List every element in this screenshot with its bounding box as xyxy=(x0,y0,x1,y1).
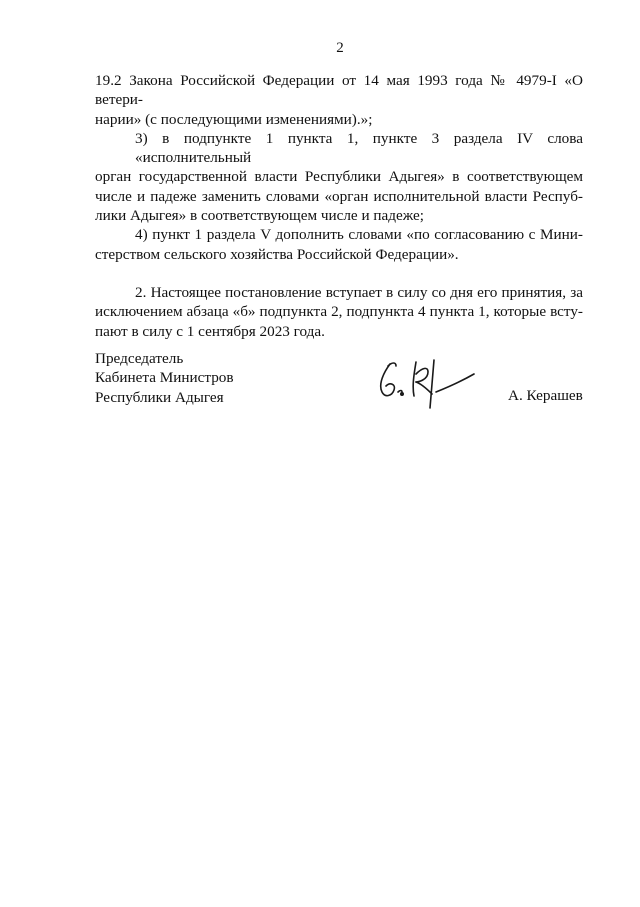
paragraph-effective-date xyxy=(95,283,583,341)
text-line: пают в силу с 1 сентября 2023 года. xyxy=(95,322,325,340)
signatory-title-line: Кабинета Министров xyxy=(95,369,234,387)
signatory-title-line: Республики Адыгея xyxy=(95,388,224,406)
text-line: числе и падеже заменить словами «орган исполнительной власти Респуб- xyxy=(95,187,583,205)
text-line: орган государственной власти Республики Адыгея» в соответствующем xyxy=(95,168,583,186)
text-line: 4) пункт 1 раздела V дополнить словами «по согласованию с Мини- xyxy=(135,226,583,244)
text-line: стерством сельского хозяйства Российской Федерации». xyxy=(95,245,459,263)
text-line: 2. Настоящее постановление вступает в силу со дня его принятия, за xyxy=(135,283,583,301)
document-body xyxy=(95,71,583,341)
paragraph-amendment-continuation xyxy=(95,71,583,129)
signatory-title xyxy=(95,349,234,407)
signatory-name: А. Керашев xyxy=(508,387,583,404)
text-line: 3) в подпункте 1 пункта 1, пункте 3 раздела IV слова «исполнительный xyxy=(135,129,583,167)
paragraph-gap xyxy=(95,264,583,283)
text-line: исключением абзаца «б» подпункта 2, подпункта 4 пункта 1, которые всту- xyxy=(95,303,583,321)
text-line: 19.2 Закона Российской Федерации от 14 мая 1993 года № 4979-I «О ветери- xyxy=(95,72,583,109)
page-number: 2 xyxy=(336,40,344,56)
paragraph-item-4 xyxy=(95,225,583,264)
paragraph-item-3 xyxy=(95,129,583,225)
handwritten-signature xyxy=(372,352,482,410)
text-line: нарии» (с последующими изменениями).»; xyxy=(95,110,373,128)
signatory-title-line: Председатель xyxy=(95,350,184,367)
text-line: лики Адыгея» в соответствующем числе и падеже; xyxy=(95,207,424,225)
